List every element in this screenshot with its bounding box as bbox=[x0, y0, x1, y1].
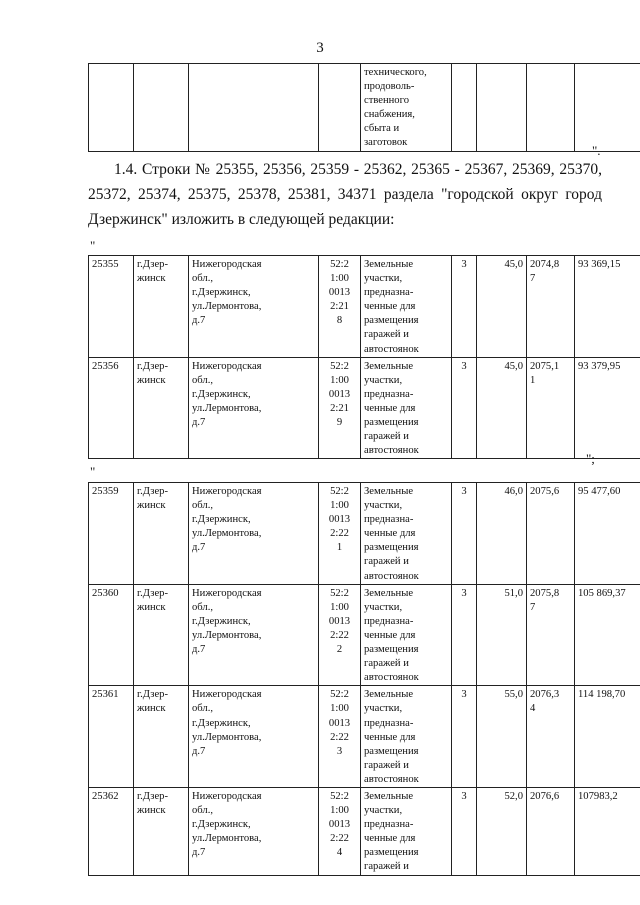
address-line: г.Дзержинск, bbox=[192, 615, 251, 627]
address-line: ул.Лермонтова, bbox=[192, 402, 262, 414]
category-cell bbox=[361, 64, 452, 152]
cadastral-line: 1:00 bbox=[330, 273, 349, 285]
category-line: снабжения, bbox=[364, 109, 415, 121]
cadastral-line: 1:00 bbox=[330, 374, 349, 386]
rate-line: 2076,3 bbox=[530, 689, 560, 701]
cadastral-line: 1:00 bbox=[330, 500, 349, 512]
table-row bbox=[89, 787, 640, 875]
rate-cell bbox=[527, 787, 575, 875]
cadastral-line: 8 bbox=[336, 315, 343, 327]
rate-line: 2076,6 bbox=[530, 790, 560, 802]
rate-cell bbox=[527, 686, 575, 788]
city-line: жинск bbox=[137, 805, 166, 817]
address-line: Нижегородская bbox=[192, 360, 262, 372]
rate-cell bbox=[527, 483, 575, 585]
category-line: автостоянок bbox=[364, 570, 419, 582]
city-line: г.Дзер- bbox=[137, 689, 168, 701]
category-line: ченные для bbox=[364, 731, 416, 743]
category-line: ченные для bbox=[364, 528, 416, 540]
rate-line: 7 bbox=[530, 273, 536, 285]
cadastral-line: 9 bbox=[336, 417, 343, 429]
address-line: Нижегородская bbox=[192, 689, 262, 701]
value-cell: 107983,2 bbox=[575, 787, 640, 875]
continuation-table bbox=[88, 63, 640, 152]
cadastral-cell bbox=[319, 584, 361, 686]
table-row bbox=[89, 483, 640, 585]
address-line: г.Дзержинск, bbox=[192, 287, 251, 299]
category-line: ственного bbox=[364, 95, 409, 107]
table-row bbox=[89, 686, 640, 788]
city-line: г.Дзер- bbox=[137, 790, 168, 802]
area-cell: 45,0 bbox=[477, 357, 527, 459]
category-line: участки, bbox=[364, 273, 403, 285]
category-cell bbox=[361, 256, 452, 358]
address-line: обл., bbox=[192, 273, 214, 285]
address-line: г.Дзержинск, bbox=[192, 388, 251, 400]
city-line: жинск bbox=[137, 703, 166, 715]
area-cell bbox=[477, 64, 527, 152]
address-line: ул.Лермонтова, bbox=[192, 528, 262, 540]
city-cell bbox=[134, 584, 189, 686]
cadastral-line: 0013 bbox=[328, 819, 351, 831]
cadastral-cell bbox=[319, 357, 361, 459]
category-line: автостоянок bbox=[364, 672, 419, 684]
category-cell bbox=[361, 357, 452, 459]
address-line: Нижегородская bbox=[192, 790, 262, 802]
category-line: гаражей и bbox=[364, 759, 409, 771]
category-line: ченные для bbox=[364, 301, 416, 313]
count-cell: 3 bbox=[452, 357, 477, 459]
address-line: Нижегородская bbox=[192, 259, 262, 270]
category-line: Земельные bbox=[364, 259, 414, 270]
address-cell bbox=[189, 64, 319, 152]
city-line: жинск bbox=[137, 601, 166, 613]
value-cell bbox=[575, 64, 640, 152]
category-line: ченные для bbox=[364, 833, 416, 845]
cadastral-line: 0013 bbox=[328, 717, 351, 729]
area-cell: 45,0 bbox=[477, 256, 527, 358]
cadastral-line: 2:22 bbox=[330, 833, 349, 845]
address-cell bbox=[189, 357, 319, 459]
rate-cell bbox=[527, 584, 575, 686]
city-cell bbox=[134, 483, 189, 585]
address-line: Нижегородская bbox=[192, 486, 262, 497]
category-cell bbox=[361, 787, 452, 875]
address-cell bbox=[189, 256, 319, 358]
cadastral-line: 52:2 bbox=[330, 587, 349, 599]
category-line: участки, bbox=[364, 374, 403, 386]
category-line: размещения bbox=[364, 644, 419, 656]
cadastral-line: 2:22 bbox=[330, 528, 349, 540]
category-line: Земельные bbox=[364, 790, 414, 802]
table-row bbox=[89, 64, 640, 152]
city-line: жинск bbox=[137, 374, 166, 386]
address-line: д.7 bbox=[192, 644, 206, 656]
address-line: ул.Лермонтова, bbox=[192, 833, 262, 845]
category-line: участки, bbox=[364, 703, 403, 715]
category-line: автостоянок bbox=[364, 773, 419, 785]
category-cell bbox=[361, 686, 452, 788]
area-cell: 55,0 bbox=[477, 686, 527, 788]
count-cell: 3 bbox=[452, 584, 477, 686]
category-cell bbox=[361, 584, 452, 686]
rate-line: 7 bbox=[530, 601, 536, 613]
code-cell: 25355 bbox=[89, 256, 134, 358]
opening-quote: " bbox=[90, 238, 96, 253]
cadastral-line: 0013 bbox=[328, 388, 351, 400]
city-cell bbox=[134, 686, 189, 788]
address-cell bbox=[189, 787, 319, 875]
cadastral-cell bbox=[319, 686, 361, 788]
rate-cell bbox=[527, 64, 575, 152]
address-line: обл., bbox=[192, 601, 214, 613]
address-cell bbox=[189, 686, 319, 788]
category-line: Земельные bbox=[364, 486, 414, 497]
category-line: размещения bbox=[364, 847, 419, 859]
category-line: ченные для bbox=[364, 629, 416, 641]
category-line: Земельные bbox=[364, 689, 414, 701]
cadastral-line: 52:2 bbox=[330, 360, 349, 372]
cadastral-line: 52:2 bbox=[330, 790, 349, 802]
table-row bbox=[89, 584, 640, 686]
city-line: г.Дзер- bbox=[137, 259, 168, 270]
city-line: жинск bbox=[137, 500, 166, 512]
category-line: Земельные bbox=[364, 360, 414, 372]
category-line: технического, bbox=[364, 67, 427, 78]
category-line: предназна- bbox=[364, 717, 414, 729]
address-line: г.Дзержинск, bbox=[192, 717, 251, 729]
category-line: предназна- bbox=[364, 819, 414, 831]
rate-line: 2075,1 bbox=[530, 360, 560, 372]
city-line: г.Дзер- bbox=[137, 486, 168, 497]
count-cell: 3 bbox=[452, 787, 477, 875]
cadastral-line: 2:22 bbox=[330, 731, 349, 743]
rate-line: 1 bbox=[530, 374, 536, 386]
address-line: ул.Лермонтова, bbox=[192, 629, 262, 641]
category-line: гаражей и bbox=[364, 556, 409, 568]
rows-table-1 bbox=[88, 255, 640, 459]
cadastral-line: 52:2 bbox=[330, 689, 349, 701]
code-cell: 25359 bbox=[89, 483, 134, 585]
cadastral-cell bbox=[319, 483, 361, 585]
category-line: автостоянок bbox=[364, 445, 419, 457]
code-cell bbox=[89, 64, 134, 152]
category-line: автостоянок bbox=[364, 343, 419, 355]
rate-line: 4 bbox=[530, 703, 536, 715]
cadastral-line: 0013 bbox=[328, 514, 351, 526]
cadastral-line: 2 bbox=[336, 644, 343, 656]
category-line: сбыта и bbox=[364, 123, 400, 135]
cadastral-cell bbox=[319, 787, 361, 875]
city-cell bbox=[134, 256, 189, 358]
cadastral-line: 1:00 bbox=[330, 805, 349, 817]
cadastral-line: 2:21 bbox=[330, 301, 349, 313]
address-line: Нижегородская bbox=[192, 587, 262, 599]
rate-cell bbox=[527, 357, 575, 459]
address-line: д.7 bbox=[192, 542, 206, 554]
address-line: обл., bbox=[192, 805, 214, 817]
address-line: обл., bbox=[192, 374, 214, 386]
category-line: участки, bbox=[364, 805, 403, 817]
city-cell bbox=[134, 787, 189, 875]
category-line: гаражей и bbox=[364, 658, 409, 670]
area-cell: 52,0 bbox=[477, 787, 527, 875]
cadastral-line: 52:2 bbox=[330, 259, 349, 270]
closing-quote: ". bbox=[592, 143, 601, 158]
count-cell: 3 bbox=[452, 483, 477, 585]
cadastral-line: 1:00 bbox=[330, 601, 349, 613]
category-line: размещения bbox=[364, 315, 419, 327]
address-line: ул.Лермонтова, bbox=[192, 301, 262, 313]
category-line: предназна- bbox=[364, 514, 414, 526]
category-line: гаражей и bbox=[364, 329, 409, 341]
rate-cell bbox=[527, 256, 575, 358]
category-line: размещения bbox=[364, 542, 419, 554]
category-line: участки, bbox=[364, 601, 403, 613]
value-cell: 93 369,15 bbox=[575, 256, 640, 358]
category-line: гаражей и bbox=[364, 861, 409, 873]
city-line: г.Дзер- bbox=[137, 587, 168, 599]
value-cell: 93 379,95 bbox=[575, 357, 640, 459]
category-line: предназна- bbox=[364, 287, 414, 299]
category-line: Земельные bbox=[364, 587, 414, 599]
code-cell: 25356 bbox=[89, 357, 134, 459]
code-cell: 25361 bbox=[89, 686, 134, 788]
code-cell: 25362 bbox=[89, 787, 134, 875]
value-cell: 105 869,37 bbox=[575, 584, 640, 686]
table-row bbox=[89, 357, 640, 459]
category-line: размещения bbox=[364, 745, 419, 757]
cadastral-line: 52:2 bbox=[330, 486, 349, 497]
opening-quote: " bbox=[90, 464, 96, 479]
category-line: предназна- bbox=[364, 615, 414, 627]
cadastral-line: 0013 bbox=[328, 287, 351, 299]
address-line: г.Дзержинск, bbox=[192, 514, 251, 526]
cadastral-line: 3 bbox=[336, 745, 343, 757]
city-line: г.Дзер- bbox=[137, 360, 168, 372]
amendment-paragraph: 1.4. Строки № 25355, 25356, 25359 - 25362, 25365 - 25367, 25369, 25370, 25372, 25374, 25375, 25378, 25381, 34371 раздела "городской округ город Дзержинск" изложить в следующей редакции: bbox=[88, 161, 602, 228]
category-line: ченные для bbox=[364, 402, 416, 414]
address-cell bbox=[189, 584, 319, 686]
value-cell: 95 477,60 bbox=[575, 483, 640, 585]
table-row bbox=[89, 256, 640, 358]
category-line: предназна- bbox=[364, 388, 414, 400]
category-line: участки, bbox=[364, 500, 403, 512]
cadastral-line: 1:00 bbox=[330, 703, 349, 715]
cadastral-line: 0013 bbox=[328, 615, 351, 627]
cadastral-cell bbox=[319, 64, 361, 152]
address-line: г.Дзержинск, bbox=[192, 819, 251, 831]
area-cell: 51,0 bbox=[477, 584, 527, 686]
rate-line: 2075,8 bbox=[530, 587, 560, 599]
code-cell: 25360 bbox=[89, 584, 134, 686]
count-cell: 3 bbox=[452, 686, 477, 788]
rate-line: 2074,8 bbox=[530, 259, 560, 270]
cadastral-line: 2:21 bbox=[330, 402, 349, 414]
category-line: гаражей и bbox=[364, 431, 409, 443]
city-cell bbox=[134, 64, 189, 152]
page-number: 3 bbox=[316, 40, 324, 56]
cadastral-line: 1 bbox=[336, 542, 343, 554]
cadastral-line: 4 bbox=[336, 847, 343, 859]
count-cell bbox=[452, 64, 477, 152]
address-line: д.7 bbox=[192, 745, 206, 757]
count-cell: 3 bbox=[452, 256, 477, 358]
cadastral-line: 2:22 bbox=[330, 629, 349, 641]
category-line: размещения bbox=[364, 417, 419, 429]
cadastral-cell bbox=[319, 256, 361, 358]
category-line: продоволь- bbox=[364, 81, 415, 93]
address-cell bbox=[189, 483, 319, 585]
address-line: ул.Лермонтова, bbox=[192, 731, 262, 743]
address-line: обл., bbox=[192, 500, 214, 512]
value-cell: 114 198,70 bbox=[575, 686, 640, 788]
address-line: д.7 bbox=[192, 315, 206, 327]
category-line: заготовок bbox=[364, 137, 408, 149]
city-cell bbox=[134, 357, 189, 459]
area-cell: 46,0 bbox=[477, 483, 527, 585]
rows-table-2 bbox=[88, 482, 640, 876]
address-line: д.7 bbox=[192, 417, 206, 429]
address-line: обл., bbox=[192, 703, 214, 715]
category-cell bbox=[361, 483, 452, 585]
rate-line: 2075,6 bbox=[530, 486, 560, 497]
address-line: д.7 bbox=[192, 847, 206, 859]
city-line: жинск bbox=[137, 273, 166, 285]
closing-quote: "; bbox=[586, 451, 595, 466]
